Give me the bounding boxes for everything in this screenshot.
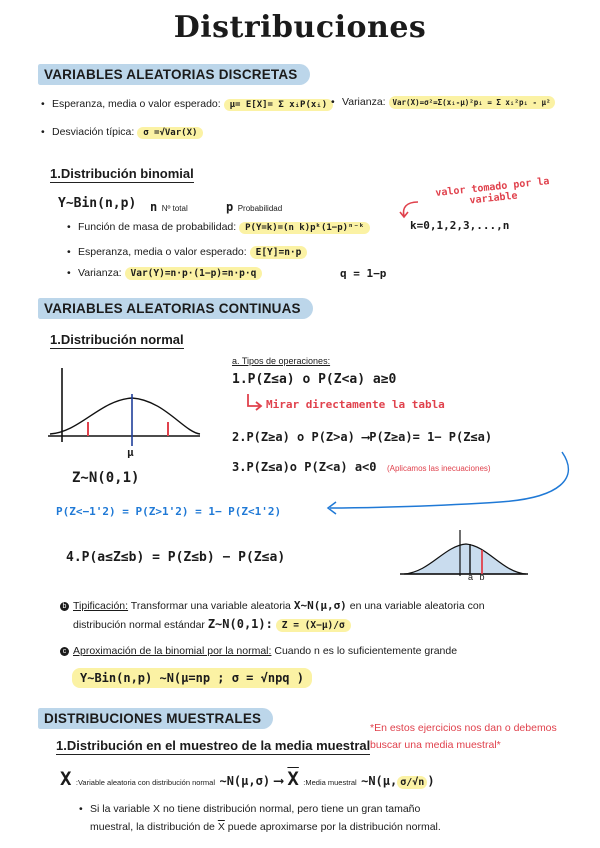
- tip-text1: Transformar una variable aleatoria: [130, 600, 291, 612]
- discretas-esperanza-formula: μ= E[X]= Σ xᵢP(xᵢ): [224, 99, 334, 111]
- discretas-esperanza: [52, 98, 333, 110]
- bullet-line1: Si la variable X no tiene distribución normal, pero tiene un gran tamaño: [90, 803, 421, 815]
- x-symbol: X: [60, 768, 72, 790]
- binomial-varianza-label: Varianza:: [78, 267, 122, 279]
- bell-curve: [50, 398, 200, 434]
- z-distribution: Z∼N(0,1): [72, 470, 140, 486]
- binomial-varianza: [78, 267, 262, 279]
- binomial-funcion: [78, 221, 370, 233]
- discretas-esperanza-label: Esperanza, media o valor esperado:: [52, 98, 221, 110]
- aprox-text: Cuando n es lo suficientemente grande: [274, 645, 458, 657]
- bullet-b-icon: b: [60, 602, 69, 611]
- long-arrow-icon: ⟶: [274, 773, 283, 789]
- xbar-symbol: $\overline{X}$: [287, 768, 299, 790]
- tip-text3: distribución normal estándar: [73, 619, 205, 631]
- bullet-c-icon: c: [60, 647, 69, 656]
- binomial-n-label: n: [150, 200, 158, 214]
- binomial-n: [150, 198, 188, 216]
- binomial-p: [226, 198, 282, 216]
- red-curved-arrow-icon: [398, 198, 424, 220]
- bullet-line2: muestral, la distribución de: [90, 821, 215, 833]
- red-arrow-icon: [244, 392, 264, 414]
- aprox-formula: Y∼Bin(n,p) ∼N(μ=np ; σ = √npq ): [72, 668, 312, 688]
- op3: 3.P(Z≤a)o P(Z<a) a<0: [232, 460, 377, 474]
- tip-title: Tipificación:: [73, 600, 129, 612]
- discretas-desviacion-formula: σ =√Var(X): [137, 127, 203, 139]
- tipificacion-block: [60, 597, 560, 635]
- binomial-red-note: valor tomado por la variable: [434, 176, 550, 207]
- aprox-title: Aproximación de la binomial por la normal:: [73, 645, 272, 657]
- op1: 1.P(Z≤a) o P(Z<a) a≥0: [232, 372, 397, 387]
- binomial-p-desc: Probabilidad: [237, 204, 283, 213]
- normal-heading: 1.Distribución normal: [50, 332, 184, 347]
- binomial-esperanza-label: Esperanza, media o valor esperado:: [78, 246, 247, 258]
- normal-curve-graph: [40, 362, 210, 462]
- binomial-k-values: k=0,1,2,3,...,n: [410, 219, 510, 232]
- ab-labels: a b: [468, 572, 487, 582]
- tip-text2: en una variable aleatoria con: [349, 600, 485, 612]
- muestrales-red-note-1: *En estos ejercicios nos dan o debemos: [370, 722, 557, 734]
- op2: 2.P(Z≥a) o P(Z>a) ⟶P(Z≥a)= 1− P(Z≤a): [232, 430, 493, 444]
- binomial-n-desc: Nº total: [161, 204, 188, 213]
- mu-label: μ: [127, 446, 134, 459]
- binomial-funcion-formula: P(Y=k)=(n k)pᵏ(1−p)ⁿ⁻ᵏ: [239, 222, 370, 234]
- discretas-varianza-label: Varianza:: [342, 96, 386, 108]
- tip-z: Z∼N(0,1):: [207, 617, 273, 631]
- muestrales-red-note-2: buscar una media muestral*: [370, 739, 501, 751]
- section-heading-continuas: VARIABLES ALEATORIAS CONTINUAS: [38, 298, 313, 319]
- discretas-varianza-formula: Var(X)=σ²=Σ(xᵢ-μ)²pᵢ = Σ xᵢ²pᵢ - μ²: [389, 96, 555, 109]
- binomial-p-label: p: [226, 200, 234, 214]
- aproximacion-row: [60, 645, 457, 657]
- muestrales-red-note: [370, 720, 557, 754]
- discretas-desviacion-label: Desviación típica:: [52, 126, 135, 138]
- shaded-normal-graph: [400, 520, 530, 582]
- tipos-label: a. Tipos de operaciones:: [232, 356, 331, 366]
- section-heading-muestrales: DISTRIBUCIONES MUESTRALES: [38, 708, 273, 729]
- bullet-line3: puede aproximarse por la distribución normal.: [227, 821, 441, 833]
- binomial-varianza-formula: Var(Y)=n·p·(1−p)=n·p·q: [125, 267, 263, 280]
- binomial-esperanza: [78, 246, 307, 258]
- muestral-row: [60, 768, 435, 790]
- xbar-desc: :Media muestral: [303, 778, 357, 787]
- x-dist: ∼N(μ,σ): [219, 774, 271, 788]
- muestrales-sub-heading: 1.Distribución en el muestreo de la media muestral: [56, 738, 371, 753]
- section-heading-discretas: VARIABLES ALEATORIAS DISCRETAS: [38, 64, 310, 85]
- binomial-heading: 1.Distribución binomial: [50, 166, 194, 181]
- tip-formula: Z = (X−μ)/σ: [276, 619, 351, 632]
- discretas-varianza: [342, 96, 555, 108]
- bullet-xbar: $\overline{X}$: [217, 821, 225, 833]
- x-desc: :Variable aleatoria con distribución normal: [75, 778, 216, 787]
- op1-note: Mirar directamente la tabla: [266, 398, 445, 411]
- xbar-sigma: σ/√n: [397, 776, 427, 789]
- page-title: Distribuciones: [173, 10, 427, 45]
- blue-arrow-icon: [300, 448, 580, 528]
- shaded-curve: [404, 544, 526, 574]
- discretas-desviacion: [52, 126, 203, 138]
- binomial-funcion-label: Función de masa de probabilidad:: [78, 221, 237, 233]
- xbar-close: ): [427, 774, 435, 788]
- blue-formula: P(Z<−1'2) = P(Z>1'2) = 1− P(Z<1'2): [56, 505, 282, 518]
- muestral-bullet: [90, 800, 560, 836]
- op3-note: (Aplicamos las inecuaciones): [386, 464, 491, 473]
- binomial-q-formula: q = 1−p: [340, 267, 387, 280]
- tip-x: X∼N(μ,σ): [293, 599, 347, 612]
- binomial-notation: Y∼Bin(n,p): [58, 196, 137, 211]
- xbar-dist: ∼N(μ,: [361, 774, 398, 788]
- op4: 4.P(a≤Z≤b) = P(Z≤b) − P(Z≤a): [66, 550, 286, 565]
- binomial-esperanza-formula: E[Y]=n·p: [250, 246, 308, 259]
